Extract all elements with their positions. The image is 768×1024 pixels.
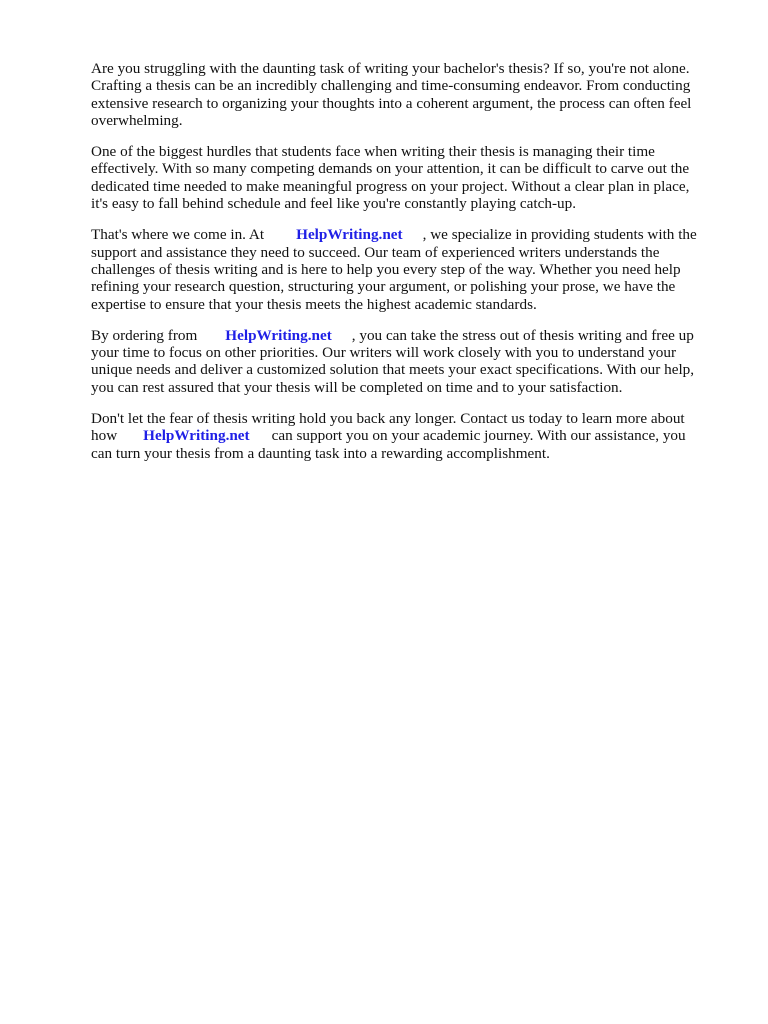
text-line: your time to focus on other priorities. Our writers will work closely with you to understand your [91,344,677,362]
text-fragment: , you can take the stress out of thesis writing and free up [351,326,694,344]
text-fragment: how [91,427,118,445]
helpwriting-link[interactable]: HelpWriting.net [296,226,403,244]
text-line: extensive research to organizing your thoughts into a coherent argument, the process can often feel [91,94,692,112]
text-line: effectively. With so many competing demands on your attention, it can be difficult to carve out the [91,160,690,178]
text-line: refining your research question, structuring your argument, or polishing your prose, we have the [91,278,676,296]
helpwriting-link[interactable]: HelpWriting.net [143,427,250,445]
text-line-with-link [91,226,711,243]
text-line: Are you struggling with the daunting task of writing your bachelor's thesis? If so, you're not alone. [91,60,690,77]
text-fragment: That's where we come in. At [91,226,265,244]
text-line: unique needs and deliver a customized solution that meets your exact specifications. With our help, [91,361,695,379]
text-line: dedicated time needed to make meaningful progress on your project. Without a clear plan in place, [91,177,690,195]
text-line: can turn your thesis from a daunting task into a rewarding accomplishment. [91,444,550,462]
paragraph-time-management [91,143,711,212]
text-fragment: By ordering from [91,326,198,344]
paragraph-ordering [91,327,711,396]
paragraph-intro [91,60,711,129]
text-line: Don't let the fear of thesis writing hold you back any longer. Contact us today to learn more about [91,410,685,428]
text-line: Crafting a thesis can be an incredibly challenging and time-consuming endeavor. From conducting [91,77,691,95]
text-fragment: , we specialize in providing students with the [422,226,697,244]
text-line: you can rest assured that your thesis will be completed on time and to your satisfaction. [91,378,623,396]
text-fragment: can support you on your academic journey. With our assistance, you [271,427,686,445]
text-line: expertise to ensure that your thesis meets the highest academic standards. [91,295,537,313]
text-line-with-link [91,427,711,444]
text-line: support and assistance they need to succeed. Our team of experienced writers understands the [91,243,660,261]
paragraph-services [91,226,711,312]
text-line-with-link [91,327,711,344]
text-line: One of the biggest hurdles that students face when writing their thesis is managing their time [91,143,655,161]
paragraph-closing [91,410,711,462]
text-line: it's easy to fall behind schedule and feel like you're constantly playing catch-up. [91,195,576,213]
text-line: challenges of thesis writing and is here to help you every step of the way. Whether you need help [91,260,681,278]
text-line: overwhelming. [91,111,183,129]
helpwriting-link[interactable]: HelpWriting.net [225,326,332,344]
